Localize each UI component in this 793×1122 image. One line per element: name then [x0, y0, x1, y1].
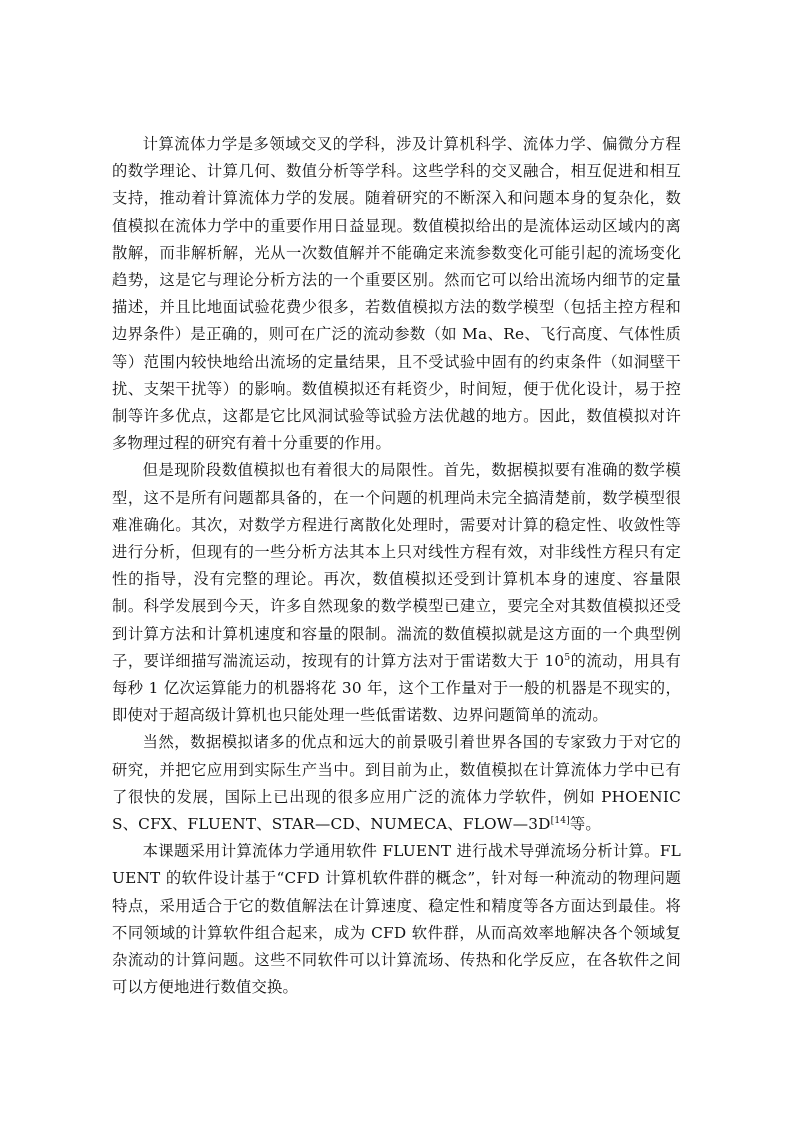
paragraph-text: 本课题采用计算流体力学通用软件 FLUENT 进行战术导弹流场分析计算。FLUENT 的软件设计基于“CFD 计算机软件群的概念”，针对每一种流动的物理问题特点，采用适合于它的数值解法在计算速度、稳定性和精度等各方面达到最佳。将不同领域的计算软件组合起来，成为 CFD 软件群，从而高效率地解决各个领域复杂流动的计算问题。这些不同软件可以计算流场、传热和化学反应，在各软件之间可以方便地进行数值交换。 [112, 842, 681, 997]
paragraph-text: 的流动，用具有每秒 1 亿次运算能力的机器将花 30 年，这个工作量对于一般的机器是不现实的，即使对于超高级计算机也只能处理一些低雷诺数、边界问题简单的流动。 [112, 651, 681, 725]
paragraph-cfd-intro [112, 131, 681, 457]
paragraph-text: 但是现阶段数值模拟也有着很大的局限性。首先，数据模拟要有准确的数学模型，这不是所有问题都具备的，在一个问题的机理尚未完全搞清楚前，数学模型很难准确化。其次，对数学方程进行离散化处理时，需要对计算的稳定性、收敛性等进行分析，但现有的一些分析方法其本上只对线性方程有效，对非线性方程只有定性的指导，没有完整的理论。再次，数值模拟还受到计算机本身的速度、容量限制。科学发展到今天，许多自然现象的数学模型已建立，要完全对其数值模拟还受到计算方法和计算机速度和容量的限制。湍流的数值模拟就是这方面的一个典型例子，要详细描写湍流运动，按现有的计算方法对于雷诺数大于 10 [112, 461, 681, 670]
reynolds-exponent: 5 [564, 652, 571, 663]
paragraph-text: 当然，数据模拟诸多的优点和远大的前景吸引着世界各国的专家致力于对它的研究，并把它应用到实际生产当中。到目前为止，数值模拟在计算流体力学中已有了很快的发展，国际上已出现的很多应用广泛的流体力学软件，例如 PHOENICS、CFX、FLUENT、STAR—CD、NUMECA、FLOW—3D [112, 733, 681, 834]
document-page [112, 131, 681, 1002]
paragraph-fluent [112, 838, 681, 1001]
paragraph-limitations [112, 457, 681, 729]
paragraph-software-overview [112, 729, 681, 838]
paragraph-text: 等。 [569, 815, 601, 834]
citation-reference[interactable]: [14] [550, 815, 570, 826]
paragraph-text: 计算流体力学是多领域交叉的学科，涉及计算机科学、流体力学、偏微分方程的数学理论、计算几何、数值分析等学科。这些学科的交叉融合，相互促进和相互支持，推动着计算流体力学的发展。随着研究的不断深入和问题本身的复杂化，数值模拟在流体力学中的重要作用日益显现。数值模拟给出的是流体运动区域内的离散解，而非解析解，光从一次数值解并不能确定来流参数变化可能引起的流场变化趋势，这是它与理论分析方法的一个重要区别。然而它可以给出流场内细节的定量描述，并且比地面试验花费少很多，若数值模拟方法的数学模型（包括主控方程和边界条件）是正确的，则可在广泛的流动参数（如 Ma、Re、飞行高度、气体性质等）范围内较快地给出流场的定量结果，且不受试验中固有的约束条件（如洞壁干扰、支架干扰等）的影响。数值模拟还有耗资少，时间短，便于优化设计，易于控制等许多优点，这都是它比风洞试验等试验方法优越的地方。因此，数值模拟对许多物理过程的研究有着十分重要的作用。 [112, 135, 681, 453]
